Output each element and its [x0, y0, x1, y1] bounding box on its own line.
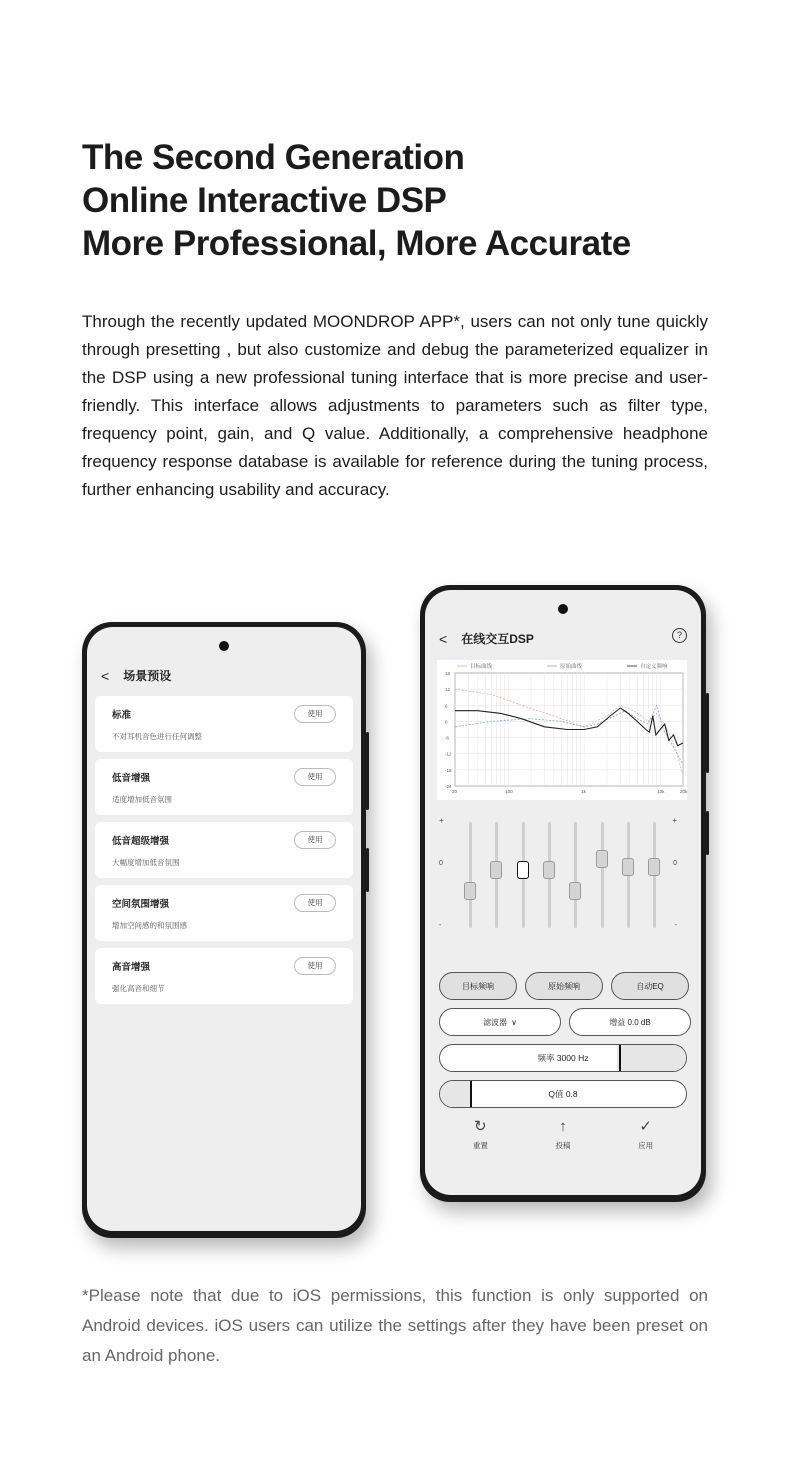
checkmark-icon: ✓: [639, 1118, 652, 1135]
gain-min-label: -: [674, 922, 677, 929]
band-slider-handle[interactable]: [490, 861, 502, 879]
y-tick-label: -18: [445, 767, 452, 773]
frequency-response-chart: [437, 660, 687, 800]
q-slider-track: [440, 1081, 470, 1107]
phone-side-button: [706, 811, 709, 855]
legend-label: 原始曲线: [560, 664, 583, 670]
upload-icon: ↑: [559, 1118, 567, 1135]
frequency-slider[interactable]: [439, 1044, 687, 1072]
phone-side-button: [706, 693, 709, 773]
chevron-down-icon: ∨: [511, 1017, 517, 1027]
filter-type-dropdown[interactable]: [439, 1008, 561, 1036]
auto-eq-button[interactable]: 自动EQ: [611, 972, 689, 1000]
y-tick-label: -24: [445, 784, 452, 789]
gain-control[interactable]: 增益 0.0 dB: [569, 1008, 691, 1036]
preset-desc: 强化高音和细节: [112, 984, 165, 993]
phone-side-button: [366, 732, 369, 810]
preset-desc: 大幅度增加低音氛围: [112, 858, 180, 867]
preset-name: 低音超级增强: [112, 836, 170, 847]
band-track: [601, 822, 604, 928]
help-icon[interactable]: ?: [672, 628, 687, 643]
original-response-button[interactable]: 原始频响: [525, 972, 603, 1000]
x-tick-label: 20: [452, 789, 458, 794]
filter-gain-row: [439, 1008, 691, 1036]
phone-screen: [425, 590, 701, 1195]
use-button[interactable]: 使用: [294, 894, 336, 912]
gain-zero-label: 0: [673, 860, 677, 867]
target-response-button[interactable]: 目标频响: [439, 972, 517, 1000]
band-track: [469, 822, 472, 928]
apply-button[interactable]: [616, 1118, 676, 1151]
frequency-slider-handle[interactable]: [619, 1045, 621, 1071]
frequency-value: 频率 3000 Hz: [537, 1053, 589, 1063]
gain-zero-label: 0: [439, 860, 443, 867]
back-icon[interactable]: <: [101, 667, 110, 684]
eq-band-sliders: [439, 816, 689, 952]
preset-name: 高音增强: [112, 962, 151, 973]
y-tick-label: -12: [445, 751, 452, 757]
x-tick-label: 1k: [581, 789, 586, 794]
frequency-slider-track: [617, 1045, 686, 1071]
back-icon[interactable]: <: [439, 630, 448, 647]
action-bar: [439, 1118, 687, 1151]
preset-desc: 增加空间感的和氛围感: [112, 921, 187, 930]
preset-topbar: [101, 667, 171, 684]
preset-card: [95, 759, 353, 815]
use-button[interactable]: 使用: [294, 705, 336, 723]
reset-button[interactable]: [450, 1118, 510, 1151]
band-slider-handle[interactable]: [569, 882, 581, 900]
submit-button[interactable]: [533, 1118, 593, 1151]
preset-desc: 不对耳机音色进行任何调整: [112, 732, 202, 741]
preset-card: [95, 822, 353, 878]
headline: [82, 136, 631, 265]
y-tick-label: -6: [445, 735, 450, 741]
preset-card: [95, 948, 353, 1004]
q-slider[interactable]: [439, 1080, 687, 1108]
band-slider-handle[interactable]: [648, 858, 660, 876]
x-tick-label: 100: [505, 789, 513, 794]
headline-line-3: More Professional, More Accurate: [82, 224, 631, 263]
phone-dsp-screen: [420, 585, 706, 1202]
preset-desc: 适度增加低音氛围: [112, 795, 172, 804]
band-slider-handle[interactable]: [464, 882, 476, 900]
use-button[interactable]: 使用: [294, 831, 336, 849]
q-slider-handle[interactable]: [470, 1081, 472, 1107]
y-tick-label: 6: [445, 703, 448, 709]
band-slider-handle[interactable]: [543, 861, 555, 879]
use-button[interactable]: 使用: [294, 768, 336, 786]
curve-toggle-row: [439, 972, 689, 1000]
preset-card: [95, 885, 353, 941]
camera-icon: [219, 641, 229, 651]
band-track: [574, 822, 577, 928]
use-button[interactable]: 使用: [294, 957, 336, 975]
intro-paragraph: Through the recently updated MOONDROP APP*, users can not only tune quickly through presetting , but also customize and debug the parameterized equalizer in the DSP using a new professional tuning interface that is more precise and user-friendly. This interface allows adjustments to parameters such as filter type, frequency point, gain, and Q value. Additionally, a comprehensive headphone frequency response database is available for reference during the tuning process, further enhancing usability and accuracy.: [82, 312, 708, 499]
gain-max-label: +: [439, 816, 444, 825]
footnote: *Please note that due to iOS permissions, this function is only supported on Android devices. iOS users can utilize the settings after they have been preset on an Android phone.: [82, 1286, 708, 1365]
x-tick-label: 10k: [657, 789, 665, 794]
dsp-topbar: [439, 630, 534, 647]
y-tick-label: 18: [445, 671, 451, 676]
gain-min-label: -: [439, 922, 442, 929]
y-tick-label: 0: [445, 719, 448, 725]
band-slider-handle[interactable]: [517, 861, 529, 879]
preset-name: 空间氛围增强: [112, 899, 170, 910]
page-title: 场景预设: [123, 669, 172, 683]
preset-card: [95, 696, 353, 752]
headline-line-1: The Second Generation: [82, 138, 465, 177]
headline-line-2: Online Interactive DSP: [82, 181, 447, 220]
y-tick-label: 12: [445, 687, 451, 693]
page-title: 在线交互DSP: [461, 632, 534, 646]
x-tick-label: 20k: [680, 789, 687, 794]
band-slider-handle[interactable]: [596, 850, 608, 868]
phone-screen: [87, 627, 361, 1231]
reset-icon: ↻: [474, 1118, 487, 1135]
apply-label: 应用: [638, 1141, 654, 1150]
q-value: Q值 0.8: [548, 1089, 578, 1099]
legend-label: 目标曲线: [470, 664, 493, 670]
camera-icon: [558, 604, 568, 614]
preset-name: 标准: [112, 710, 132, 721]
phone-side-button: [366, 848, 369, 892]
gain-max-label: +: [672, 816, 677, 825]
band-slider-handle[interactable]: [622, 858, 634, 876]
preset-name: 低音增强: [112, 773, 151, 784]
phone-preset-screen: [82, 622, 366, 1238]
submit-label: 投稿: [555, 1141, 571, 1150]
reset-label: 重置: [472, 1141, 488, 1150]
filter-type-label: 滤波器: [483, 1017, 508, 1027]
preset-list: [95, 696, 353, 1011]
legend-label: 自定义频响: [640, 664, 668, 670]
